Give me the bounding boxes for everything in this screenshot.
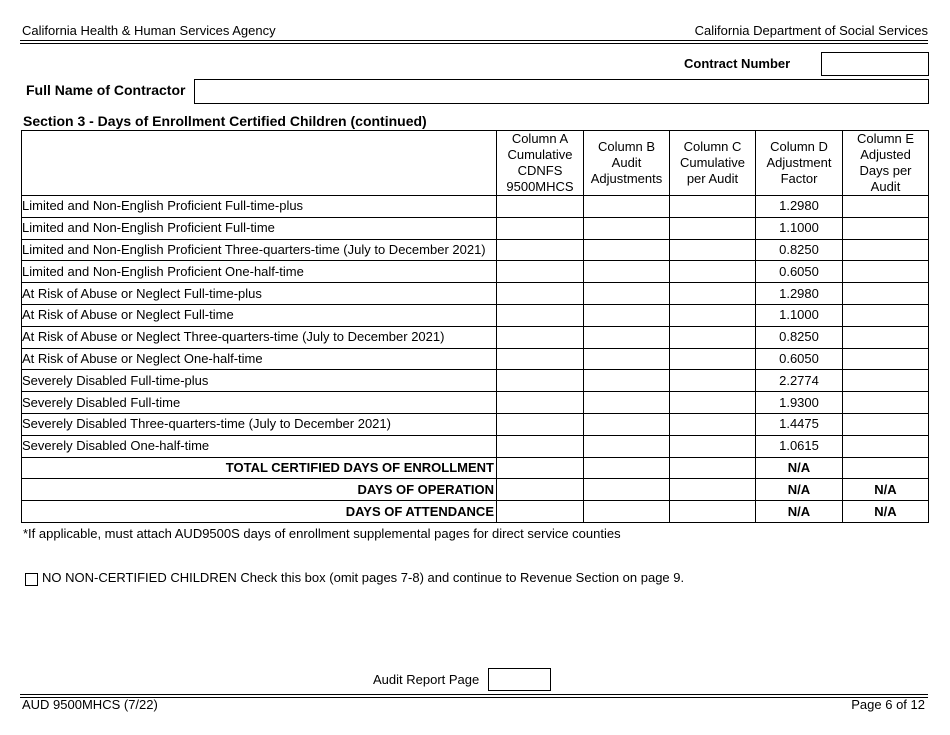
col-e-cell[interactable]: [843, 304, 929, 326]
total-label: TOTAL CERTIFIED DAYS OF ENROLLMENT: [22, 457, 497, 479]
col-d-value: N/A: [756, 457, 843, 479]
page-number: Page 6 of 12: [851, 697, 925, 712]
row-label: At Risk of Abuse or Neglect Full-time: [22, 304, 497, 326]
enrollment-table: [21, 130, 929, 523]
col-c-cell[interactable]: [670, 501, 756, 523]
agency-right: California Department of Social Services: [694, 23, 928, 38]
table-row: [22, 348, 929, 370]
table-row: [22, 283, 929, 305]
table-row: [22, 196, 929, 218]
row-label: Severely Disabled Full-time-plus: [22, 370, 497, 392]
col-d-value: N/A: [756, 501, 843, 523]
contract-number-label: Contract Number: [684, 56, 791, 71]
col-e-value: N/A: [843, 479, 929, 501]
col-c-cell[interactable]: [670, 196, 756, 218]
table-row: [22, 392, 929, 414]
col-c-cell[interactable]: [670, 392, 756, 414]
row-label: Limited and Non-English Proficient Three-quarters-time (July to December 2021): [22, 239, 497, 261]
adjustment-factor: 1.1000: [756, 217, 843, 239]
audit-report-page-label: Audit Report Page: [373, 672, 480, 687]
column-header: Column C Cumulative per Audit: [670, 131, 756, 196]
col-e-cell[interactable]: [843, 283, 929, 305]
col-c-cell[interactable]: [670, 304, 756, 326]
row-label: Severely Disabled One-half-time: [22, 435, 497, 457]
full-name-input[interactable]: [195, 80, 928, 103]
agency-left: California Health & Human Services Agency: [22, 23, 276, 38]
table-row: [22, 413, 929, 435]
col-c-cell[interactable]: [670, 261, 756, 283]
col-c-cell[interactable]: [670, 217, 756, 239]
col-a-cell[interactable]: [497, 239, 584, 261]
col-a-cell[interactable]: [497, 217, 584, 239]
col-c-cell[interactable]: [670, 413, 756, 435]
adjustment-factor: 1.1000: [756, 304, 843, 326]
contract-number-field[interactable]: [821, 52, 929, 76]
col-e-cell[interactable]: [843, 413, 929, 435]
col-c-cell[interactable]: [670, 239, 756, 261]
table-row: [22, 239, 929, 261]
table-row: [22, 326, 929, 348]
column-header: Column D Adjustment Factor: [756, 131, 843, 196]
no-noncertified-label: NO NON-CERTIFIED CHILDREN Check this box (omit pages 7-8) and continue to Revenue Section on page 9.: [42, 570, 685, 585]
col-a-cell[interactable]: [497, 348, 584, 370]
col-b-cell[interactable]: [584, 413, 670, 435]
total-label: DAYS OF ATTENDANCE: [22, 501, 497, 523]
col-a-cell[interactable]: [497, 261, 584, 283]
adjustment-factor: 0.6050: [756, 261, 843, 283]
footnote: *If applicable, must attach AUD9500S days of enrollment supplemental pages for direct service counties: [23, 526, 621, 541]
col-b-cell[interactable]: [584, 304, 670, 326]
col-a-cell[interactable]: [497, 283, 584, 305]
col-a-cell[interactable]: [497, 435, 584, 457]
table-header-row: [22, 131, 929, 196]
col-a-cell[interactable]: [497, 370, 584, 392]
col-e-cell[interactable]: [843, 326, 929, 348]
col-e-cell[interactable]: [843, 348, 929, 370]
table-row: [22, 370, 929, 392]
row-label: Limited and Non-English Proficient Full-time: [22, 217, 497, 239]
col-b-cell[interactable]: [584, 261, 670, 283]
row-label: At Risk of Abuse or Neglect One-half-time: [22, 348, 497, 370]
adjustment-factor: 0.6050: [756, 348, 843, 370]
col-a-cell[interactable]: [497, 196, 584, 218]
col-b-cell[interactable]: [584, 370, 670, 392]
col-c-cell[interactable]: [670, 479, 756, 501]
row-label: Limited and Non-English Proficient One-half-time: [22, 261, 497, 283]
col-b-cell[interactable]: [584, 348, 670, 370]
col-b-cell[interactable]: [584, 239, 670, 261]
col-b-cell[interactable]: [584, 479, 670, 501]
audit-report-page-field[interactable]: [488, 668, 551, 691]
row-label: Severely Disabled Full-time: [22, 392, 497, 414]
col-c-cell[interactable]: [670, 435, 756, 457]
col-a-cell[interactable]: [497, 479, 584, 501]
total-label: DAYS OF OPERATION: [22, 479, 497, 501]
table-row: [22, 304, 929, 326]
col-b-cell[interactable]: [584, 217, 670, 239]
adjustment-factor: 0.8250: [756, 239, 843, 261]
table-row: [22, 217, 929, 239]
contract-number-input[interactable]: [822, 53, 928, 75]
col-a-cell[interactable]: [497, 457, 584, 479]
table-row: [22, 261, 929, 283]
table-row: [22, 435, 929, 457]
row-label: At Risk of Abuse or Neglect Full-time-plus: [22, 283, 497, 305]
col-a-cell[interactable]: [497, 326, 584, 348]
total-row: [22, 457, 929, 479]
adjustment-factor: 1.9300: [756, 392, 843, 414]
row-label: Limited and Non-English Proficient Full-time-plus: [22, 196, 497, 218]
col-c-cell[interactable]: [670, 326, 756, 348]
full-name-field[interactable]: [194, 79, 929, 104]
col-a-cell[interactable]: [497, 392, 584, 414]
col-e-cell[interactable]: [843, 261, 929, 283]
col-b-cell[interactable]: [584, 326, 670, 348]
adjustment-factor: 0.8250: [756, 326, 843, 348]
total-row: [22, 501, 929, 523]
col-e-cell[interactable]: [843, 392, 929, 414]
col-b-cell[interactable]: [584, 435, 670, 457]
col-e-value: N/A: [843, 501, 929, 523]
no-noncertified-checkbox[interactable]: [25, 573, 38, 586]
col-b-cell[interactable]: [584, 196, 670, 218]
col-b-cell[interactable]: [584, 283, 670, 305]
col-d-value: N/A: [756, 479, 843, 501]
col-b-cell[interactable]: [584, 457, 670, 479]
row-label: Severely Disabled Three-quarters-time (July to December 2021): [22, 413, 497, 435]
col-a-cell[interactable]: [497, 304, 584, 326]
header-rule-1: [20, 40, 928, 41]
col-e-cell[interactable]: [843, 217, 929, 239]
column-header: Column A Cumulative CDNFS 9500MHCS: [497, 131, 584, 196]
form-id: AUD 9500MHCS (7/22): [22, 697, 158, 712]
full-name-label: Full Name of Contractor: [26, 82, 186, 98]
header-blank: [22, 131, 497, 196]
column-header: Column E Adjusted Days per Audit: [843, 131, 929, 196]
col-c-cell[interactable]: [670, 370, 756, 392]
col-b-cell[interactable]: [584, 501, 670, 523]
section-title: Section 3 - Days of Enrollment Certified Children (continued): [23, 113, 427, 129]
adjustment-factor: 1.2980: [756, 196, 843, 218]
col-c-cell[interactable]: [670, 457, 756, 479]
col-a-cell[interactable]: [497, 501, 584, 523]
column-header: Column B Audit Adjustments: [584, 131, 670, 196]
col-a-cell[interactable]: [497, 413, 584, 435]
adjustment-factor: 1.4475: [756, 413, 843, 435]
row-label: At Risk of Abuse or Neglect Three-quarters-time (July to December 2021): [22, 326, 497, 348]
col-e-cell[interactable]: [843, 239, 929, 261]
col-c-cell[interactable]: [670, 348, 756, 370]
col-e-cell[interactable]: [843, 370, 929, 392]
adjustment-factor: 1.0615: [756, 435, 843, 457]
col-c-cell[interactable]: [670, 283, 756, 305]
col-e-cell[interactable]: [843, 196, 929, 218]
col-e-cell[interactable]: [843, 435, 929, 457]
footer-rule-1: [20, 694, 928, 695]
total-row: [22, 479, 929, 501]
col-e-value[interactable]: [843, 457, 929, 479]
adjustment-factor: 2.2774: [756, 370, 843, 392]
adjustment-factor: 1.2980: [756, 283, 843, 305]
header-rule-2: [20, 43, 928, 44]
col-b-cell[interactable]: [584, 392, 670, 414]
